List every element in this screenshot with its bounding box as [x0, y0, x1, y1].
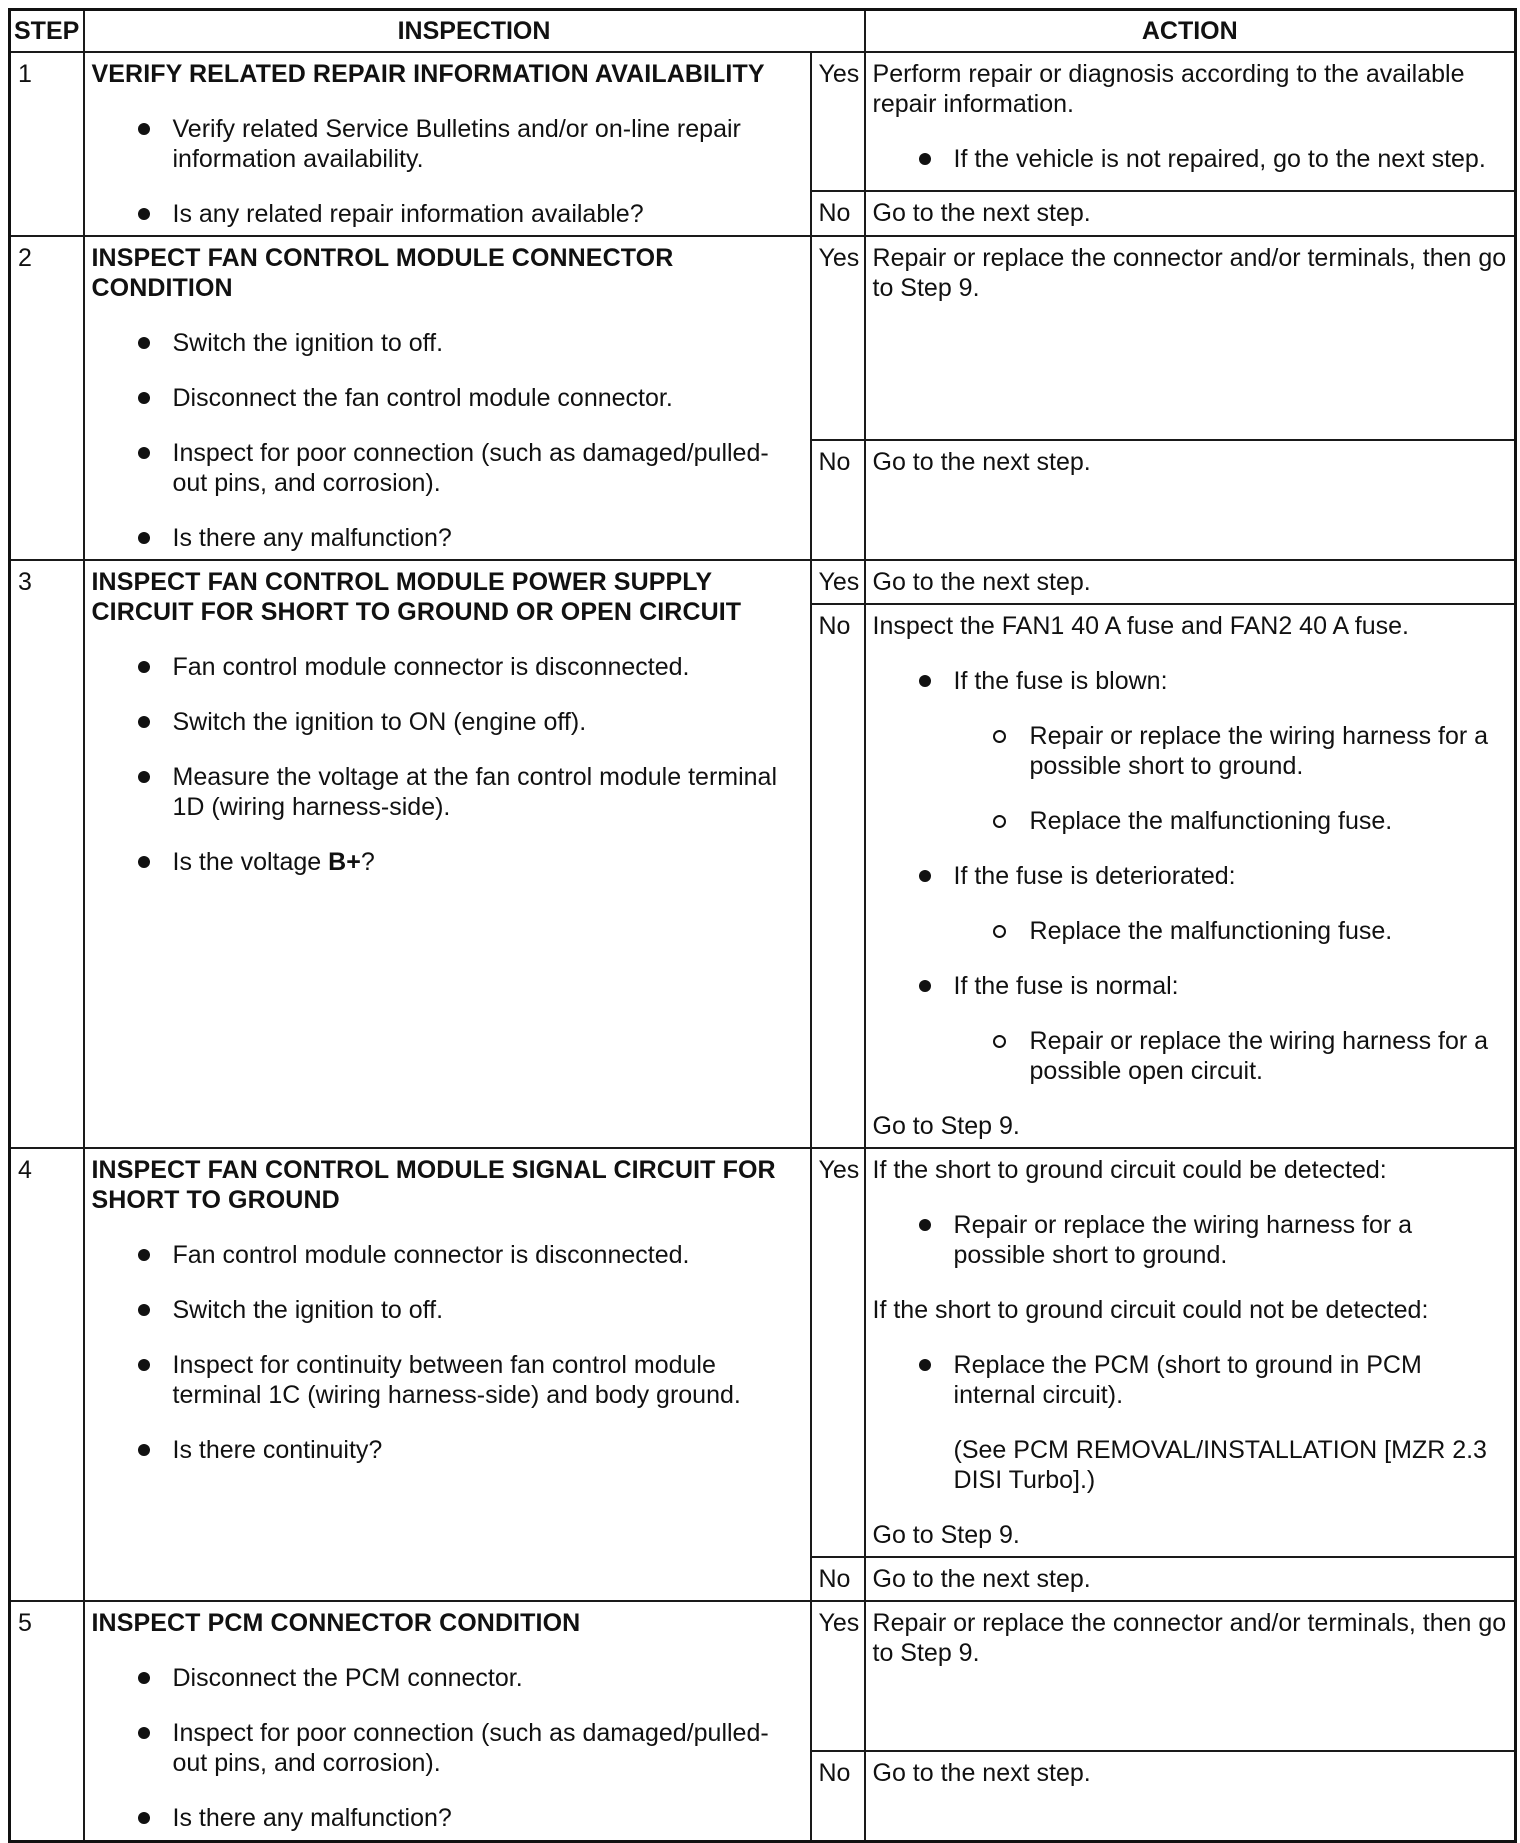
step-3-no-text: Inspect the FAN1 40 A fuse and FAN2 40 A fuse. — [872, 612, 1409, 640]
step-1-yes-bullets — [873, 144, 1508, 174]
step-4-title: INSPECT FAN CONTROL MODULE SIGNAL CIRCUIT FOR SHORT TO GROUND — [91, 1156, 776, 1214]
header-action: ACTION — [865, 10, 1516, 53]
voltage-question-prefix: Is the voltage — [172, 848, 329, 876]
diagnostic-procedure-page — [8, 8, 1514, 1843]
step-2-bullets — [92, 328, 803, 553]
step-3-yes-action: Go to the next step. — [865, 560, 1516, 604]
step-3-number: 3 — [10, 560, 84, 1148]
step-3-no-cases — [873, 666, 1508, 696]
step-1-yes-label: Yes — [811, 52, 865, 191]
list-item: Replace the PCM (short to ground in PCM internal circuit). — [873, 1350, 1508, 1410]
step-3-no-footer: Go to Step 9. — [872, 1112, 1020, 1140]
step-4-number: 4 — [10, 1148, 84, 1601]
list-item: Verify related Service Bulletins and/or on-line repair information availability. — [92, 114, 803, 174]
diagnostic-table — [8, 8, 1517, 1843]
step-4-no-label: No — [811, 1557, 865, 1601]
list-item: If the fuse is blown: — [873, 666, 1508, 696]
step-5-yes-row — [10, 1601, 1516, 1751]
list-item: Inspect for poor connection (such as damaged/pulled-out pins, and corrosion). — [92, 1718, 803, 1778]
step-2-title: INSPECT FAN CONTROL MODULE CONNECTOR CONDITION — [91, 244, 674, 302]
step-1-no-action: Go to the next step. — [865, 191, 1516, 236]
list-item — [92, 847, 803, 877]
list-item: Inspect for poor connection (such as damaged/pulled-out pins, and corrosion). — [92, 438, 803, 498]
list-item: Repair or replace the wiring harness for a possible short to ground. — [873, 721, 1508, 781]
list-item: If the fuse is normal: — [873, 971, 1508, 1001]
header-inspection: INSPECTION — [84, 10, 865, 53]
step-5-no-label: No — [811, 1751, 865, 1841]
step-4-yes-bullets-2 — [873, 1350, 1508, 1410]
list-item: Disconnect the fan control module connector. — [92, 383, 803, 413]
step-3-deteriorated-subitems — [873, 916, 1508, 946]
step-3-no-action — [865, 604, 1516, 1148]
step-1-inspection — [84, 52, 811, 236]
list-item: If the fuse is deteriorated: — [873, 861, 1508, 891]
voltage-question-suffix: ? — [360, 848, 375, 876]
step-4-yes-text1: If the short to ground circuit could be detected: — [872, 1156, 1387, 1184]
step-5-bullets — [92, 1663, 803, 1833]
step-4-inspection — [84, 1148, 811, 1601]
step-3-yes-label: Yes — [811, 560, 865, 604]
step-4-yes-bullets-1 — [873, 1210, 1508, 1270]
step-5-no-action: Go to the next step. — [865, 1751, 1516, 1841]
list-item: Is any related repair information available? — [92, 199, 803, 229]
step-1-yes-action — [865, 52, 1516, 191]
list-item: Is there continuity? — [92, 1435, 803, 1465]
step-4-yes-note: (See PCM REMOVAL/INSTALLATION [MZR 2.3 DISI Turbo].) — [953, 1436, 1487, 1494]
step-2-inspection — [84, 236, 811, 560]
step-3-yes-row — [10, 560, 1516, 604]
step-2-no-label: No — [811, 440, 865, 560]
step-4-yes-row — [10, 1148, 1516, 1557]
step-1-title: VERIFY RELATED REPAIR INFORMATION AVAILABILITY — [91, 60, 765, 88]
step-4-no-action: Go to the next step. — [865, 1557, 1516, 1601]
step-1-yes-text: Perform repair or diagnosis according to the available repair information. — [872, 60, 1465, 118]
step-1-no-label: No — [811, 191, 865, 236]
table-header-row — [10, 10, 1516, 53]
step-4-yes-label: Yes — [811, 1148, 865, 1557]
step-3-inspection — [84, 560, 811, 1148]
list-item: Repair or replace the wiring harness for a possible open circuit. — [873, 1026, 1508, 1086]
list-item: Measure the voltage at the fan control module terminal 1D (wiring harness-side). — [92, 762, 803, 822]
step-4-yes-footer: Go to Step 9. — [872, 1521, 1020, 1549]
list-item: Replace the malfunctioning fuse. — [873, 916, 1508, 946]
list-item: Is there any malfunction? — [92, 1803, 803, 1833]
step-5-title: INSPECT PCM CONNECTOR CONDITION — [91, 1609, 581, 1637]
step-2-no-action: Go to the next step. — [865, 440, 1516, 560]
list-item: If the vehicle is not repaired, go to the next step. — [873, 144, 1508, 174]
list-item: Switch the ignition to off. — [92, 328, 803, 358]
step-4-yes-text2: If the short to ground circuit could not be detected: — [872, 1296, 1429, 1324]
voltage-value: B+ — [328, 848, 361, 876]
list-item: Replace the malfunctioning fuse. — [873, 806, 1508, 836]
step-2-yes-label: Yes — [811, 236, 865, 440]
step-2-yes-row — [10, 236, 1516, 440]
list-item: Disconnect the PCM connector. — [92, 1663, 803, 1693]
step-3-no-cases-2 — [873, 861, 1508, 891]
step-3-no-label: No — [811, 604, 865, 1148]
list-item: Switch the ignition to ON (engine off). — [92, 707, 803, 737]
step-5-number: 5 — [10, 1601, 84, 1841]
list-item: Fan control module connector is disconnected. — [92, 652, 803, 682]
step-5-inspection — [84, 1601, 811, 1841]
step-3-bullets — [92, 652, 803, 877]
step-5-yes-label: Yes — [811, 1601, 865, 1751]
step-5-yes-action: Repair or replace the connector and/or terminals, then go to Step 9. — [865, 1601, 1516, 1751]
step-4-bullets — [92, 1240, 803, 1465]
step-1-bullets — [92, 114, 803, 229]
list-item: Inspect for continuity between fan control module terminal 1C (wiring harness-side) and body ground. — [92, 1350, 803, 1410]
list-item: Switch the ignition to off. — [92, 1295, 803, 1325]
list-item: Repair or replace the wiring harness for a possible short to ground. — [873, 1210, 1508, 1270]
step-3-normal-subitems — [873, 1026, 1508, 1086]
header-step: STEP — [10, 10, 84, 53]
step-3-title: INSPECT FAN CONTROL MODULE POWER SUPPLY CIRCUIT FOR SHORT TO GROUND OR OPEN CIRCUIT — [91, 568, 742, 626]
step-1-number: 1 — [10, 52, 84, 236]
step-2-number: 2 — [10, 236, 84, 560]
list-item: Fan control module connector is disconnected. — [92, 1240, 803, 1270]
step-4-yes-action — [865, 1148, 1516, 1557]
step-3-blown-subitems — [873, 721, 1508, 836]
list-item: Is there any malfunction? — [92, 523, 803, 553]
step-1-yes-row — [10, 52, 1516, 191]
step-2-yes-action: Repair or replace the connector and/or terminals, then go to Step 9. — [865, 236, 1516, 440]
step-3-no-cases-3 — [873, 971, 1508, 1001]
